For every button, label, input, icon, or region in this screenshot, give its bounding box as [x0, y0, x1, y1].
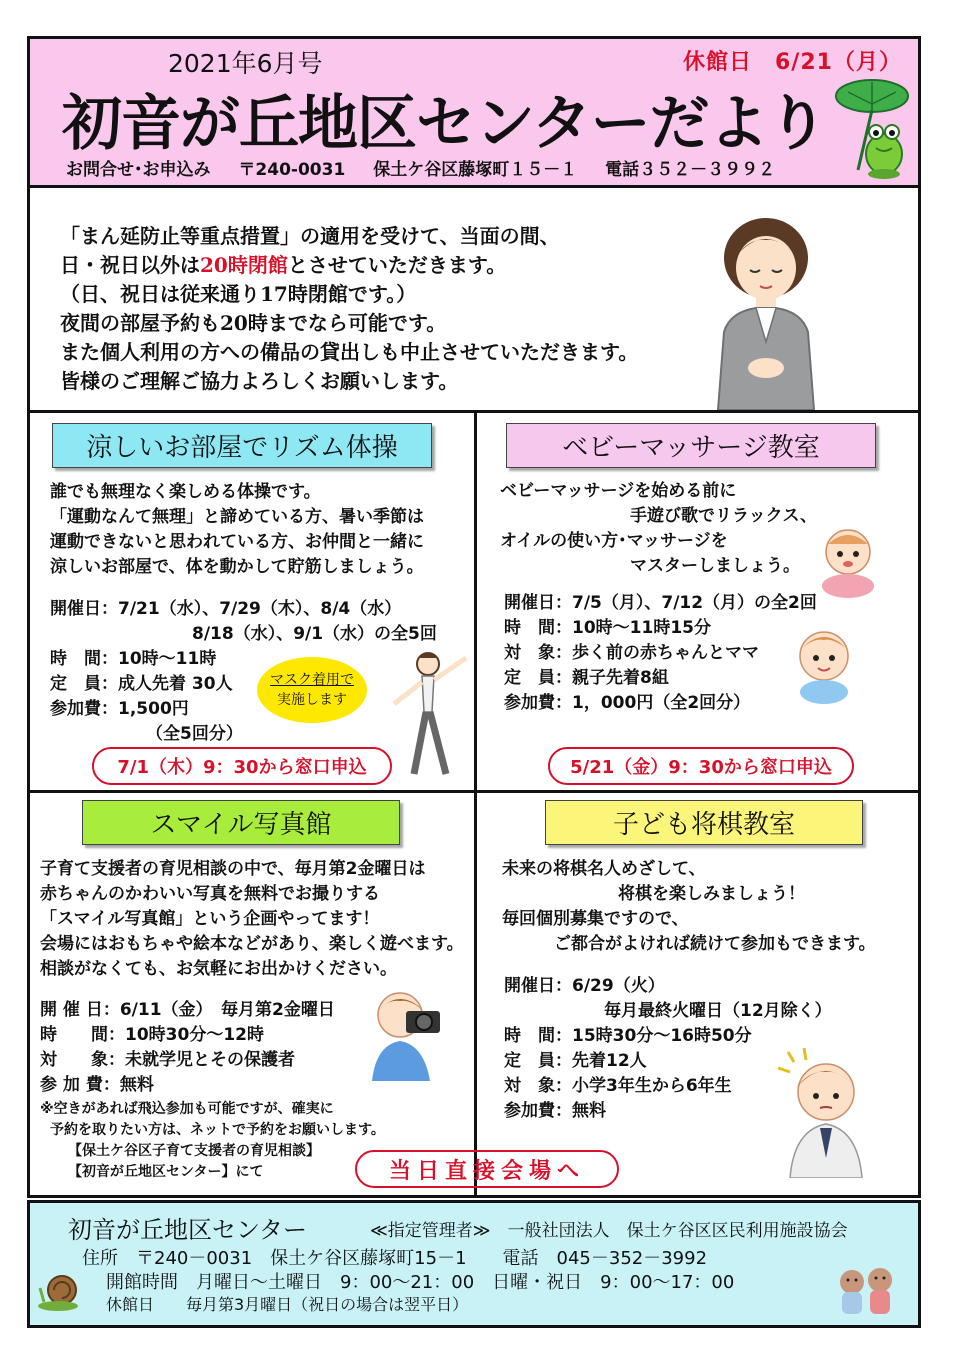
photo-desc-3: 「スマイル写真館」という企画やってます！ — [40, 909, 380, 929]
photo-time: 時 間：10時30分～12時 — [40, 1025, 264, 1045]
rhythm-details — [50, 597, 437, 747]
notice-line-6: 皆様のご理解ご協力よろしくお願いします。 — [60, 369, 459, 393]
baby-desc-4: マスターしましょう。 — [630, 556, 800, 576]
notice-line-2-pre: 日・祝日以外は — [60, 253, 200, 277]
rhythm-time: 時 間：10時～11時 — [50, 649, 217, 669]
bowing-woman-icon — [700, 212, 832, 410]
shogi-desc-4: ご都合がよければ続けて参加もできます。 — [554, 934, 876, 954]
knit-dolls-icon — [834, 1264, 900, 1316]
contact-label: お問合せ･お申込み — [66, 160, 211, 180]
shogi-time: 時 間：15時30分～16時50分 — [504, 1026, 752, 1046]
shogi-desc-1: 未来の将棋名人めざして、 — [502, 859, 706, 879]
photo-details — [40, 998, 335, 1098]
footer-manager: ≪指定管理者≫ 一般社団法人 保土ケ谷区区民利用施設協会 — [370, 1221, 848, 1241]
baby-desc-2: 手遊び歌でリラックス、 — [630, 506, 817, 526]
notice-line-5: また個人利用の方への備品の貸出しも中止させていただきます。 — [60, 340, 639, 364]
issue-label: 2021年6月号 — [168, 49, 323, 78]
header-contact — [66, 155, 797, 180]
thinking-boy-icon — [774, 1048, 870, 1178]
baby-desc-1: ベビーマッサージを始める前に — [500, 481, 737, 501]
footer-hours: 開館時間 月曜日～土曜日 9：00～21：00 日曜・祝日 9：00～17：00 — [106, 1272, 735, 1293]
photo-fee: 参 加 費：無料 — [40, 1075, 154, 1095]
rhythm-desc-1: 誰でも無理なく楽しめる体操です。 — [50, 482, 321, 502]
rhythm-apply-badge: 7/1（木）9：30から窓口申込 — [92, 747, 392, 785]
baby-dates: 開催日：7/5（月）、7/12（月）の全2回 — [504, 593, 817, 613]
contact-address: 保土ケ谷区藤塚町１５－１ — [373, 160, 578, 180]
baby-apply-badge: 5/21（金）9：30から窓口申込 — [548, 747, 854, 785]
photo-desc-4: 会場にはおもちゃや絵本などがあり、楽しく遊べます。 — [40, 934, 464, 954]
photo-desc-1: 子育て支援者の育児相談の中で、毎月第2金曜日は — [40, 859, 426, 879]
photo-note-1: ※空きがあれば飛込参加も可能ですが、確実に — [40, 1101, 334, 1117]
sitting-baby-icon — [786, 626, 864, 704]
photo-target: 対 象：未就学児とその保護者 — [40, 1050, 295, 1070]
shogi-target: 対 象：小学3年生から6年生 — [504, 1076, 732, 1096]
baby-target: 対 象：歩く前の赤ちゃんとママ — [504, 643, 759, 663]
contact-postal: 〒240-0031 — [238, 160, 346, 180]
baby-desc-3: オイルの使い方･マッサージを — [500, 531, 728, 551]
rhythm-fee: 参加費：1,500円 — [50, 699, 189, 719]
notice-line-4: 夜間の部屋予約も20時までなら可能です。 — [60, 311, 447, 335]
notice-line-3: （日、祝日は従来通り17時閉館です。） — [60, 282, 417, 306]
photo-desc-2: 赤ちゃんのかわいい写真を無料でお撮りする — [40, 884, 380, 904]
photo-note-3: 【保土ケ谷区子育て支援者の育児相談】 — [68, 1143, 320, 1159]
photographer-icon — [366, 985, 452, 1081]
shogi-desc-2: 将棋を楽しみましょう！ — [618, 884, 805, 904]
notice-line-2-post: とさせていただきます。 — [287, 253, 507, 277]
baby-time: 時 間：10時～11時15分 — [504, 618, 711, 638]
photo-note-4: 【初音が丘地区センター】にて — [68, 1164, 264, 1180]
shogi-date-2: 毎月最終火曜日（12月除く） — [604, 1001, 832, 1021]
page-title: 初音が丘地区センターだより — [62, 89, 827, 159]
baby-description — [500, 479, 817, 579]
notice-text — [60, 222, 638, 396]
notice-line-1: 「まん延防止等重点措置」の適用を受けて、当面の間、 — [60, 224, 560, 248]
rhythm-desc-3: 運動できないと思われている方、お仲間と一緒に — [50, 532, 424, 552]
shogi-desc-3: 毎回個別募集ですので、 — [502, 909, 689, 929]
notice-closing-time: 20時閉館 — [200, 253, 288, 277]
shogi-fee: 参加費：無料 — [504, 1101, 606, 1121]
divider-vertical — [474, 410, 477, 1198]
photo-title: スマイル写真館 — [82, 800, 400, 845]
rhythm-description — [50, 480, 424, 580]
baby-details — [504, 591, 817, 716]
footer-center-name: 初音が丘地区センター — [68, 1216, 308, 1244]
baby-fee: 参加費：1，000円（全2回分） — [504, 693, 751, 713]
baby-title: ベビーマッサージ教室 — [506, 423, 876, 468]
footer-address: 住所 〒240－0031 保土ケ谷区藤塚町15－1 電話 045－352－3992 — [82, 1248, 708, 1269]
mask-line-1: マスク着用で — [270, 672, 354, 688]
photo-note-2: 予約を取りたい方は、ネットで予約をお願いします。 — [50, 1122, 385, 1138]
photo-desc-5: 相談がなくても、お気軽にお出かけください。 — [40, 959, 397, 979]
photo-date: 開 催 日：6/11（金） 毎月第2金曜日 — [40, 1000, 335, 1020]
rhythm-desc-4: 涼しいお部屋で、体を動かして貯筋しましょう。 — [50, 557, 424, 577]
shogi-capacity: 定 員：先着12人 — [504, 1051, 647, 1071]
baby-capacity: 定 員：親子先着8組 — [504, 668, 669, 688]
photo-direct-badge: 当日直接会場へ — [355, 1150, 619, 1188]
frog-umbrella-icon — [832, 74, 912, 182]
shogi-description — [502, 857, 876, 957]
rhythm-desc-2: 「運動なんて無理」と諦めている方、暑い季節は — [50, 507, 424, 527]
crawling-baby-icon — [812, 524, 886, 600]
rhythm-dates-2: 8/18（水）、9/1（水）の全5回 — [192, 624, 437, 644]
photo-description — [40, 857, 464, 982]
contact-phone: 電話３５２－３９９２ — [605, 160, 776, 180]
shogi-date-1: 開催日：6/29（火） — [504, 976, 665, 996]
shogi-title: 子ども将棋教室 — [545, 800, 863, 845]
snail-icon — [36, 1266, 82, 1312]
photo-notes — [40, 1099, 385, 1183]
footer-closed-day: 休館日 毎月第3月曜日（祝日の場合は翌平日） — [106, 1295, 469, 1314]
rhythm-dates-1: 開催日：7/21（水）、7/29（木）、8/4（水） — [50, 599, 402, 619]
rhythm-title: 涼しいお部屋でリズム体操 — [52, 423, 432, 468]
mask-line-2: 実施します — [277, 692, 347, 708]
notice-line-2 — [60, 251, 638, 280]
rhythm-capacity: 定 員：成人先着 30人 — [50, 674, 233, 694]
stretching-woman-icon — [388, 648, 474, 780]
closed-day-label: 休館日 6/21（月） — [683, 50, 902, 75]
mask-bubble — [257, 657, 367, 723]
rhythm-fee-note: （全5回分） — [146, 724, 243, 744]
